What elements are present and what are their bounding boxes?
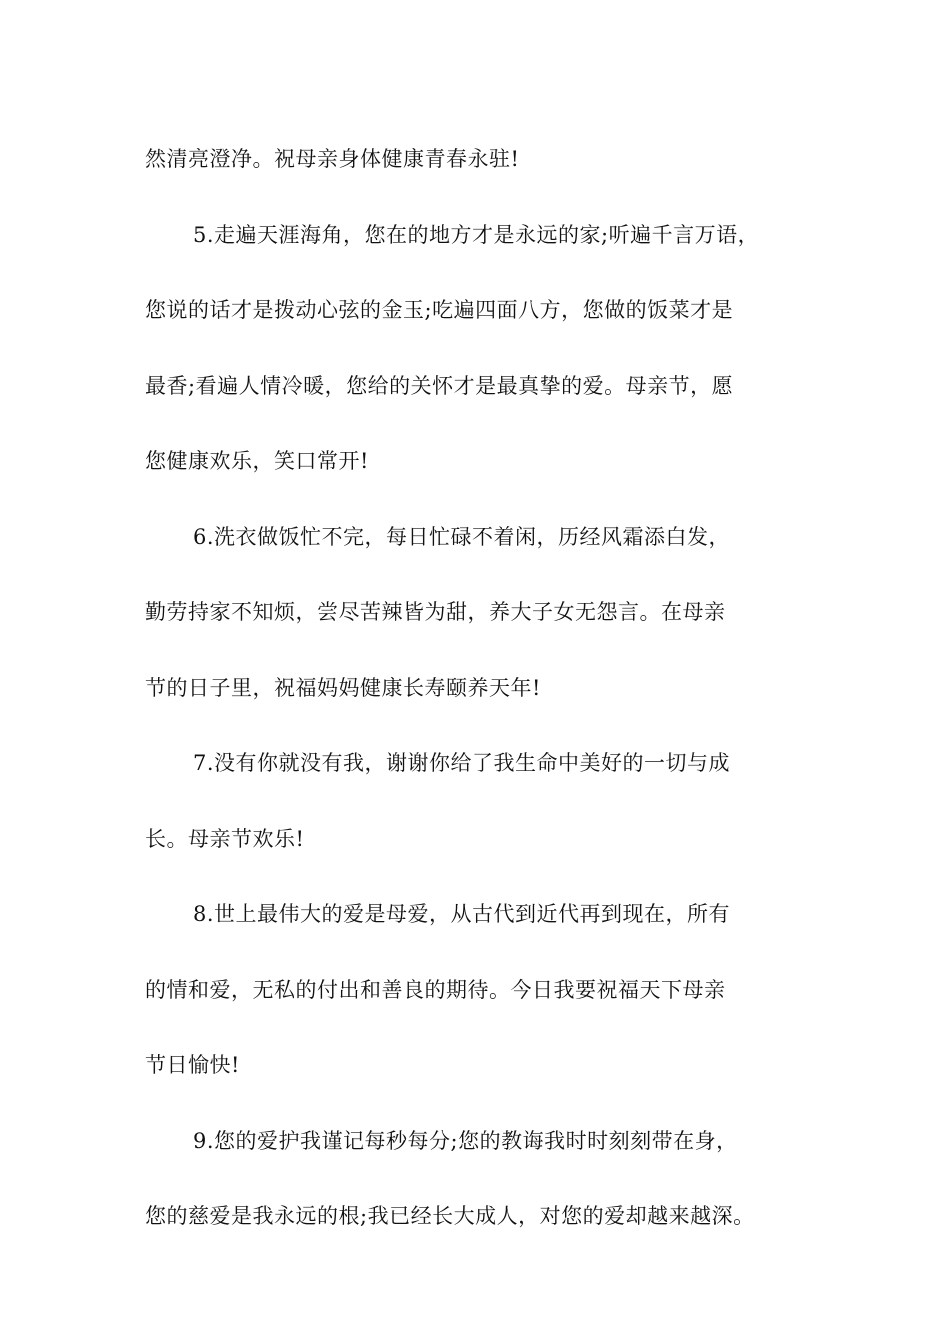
text-line: 节的日子里，祝福妈妈健康长寿颐养天年! xyxy=(145,675,541,700)
text-line: 节日愉快! xyxy=(145,1053,240,1077)
text-line: 7.没有你就没有我，谢谢你给了我生命中美好的一切与成 xyxy=(193,751,731,775)
text-line: 然清亮澄净。祝母亲身体健康青春永驻! xyxy=(145,147,520,171)
text-line: 您的慈爱是我永远的根;我已经长大成人，对您的爱却越来越深。 xyxy=(145,1204,755,1228)
text-line: 8.世上最伟大的爱是母爱，从古代到近代再到现在，所有 xyxy=(193,902,731,926)
text-line: 9.您的爱护我谨记每秒每分;您的教诲我时时刻刻带在身， xyxy=(193,1128,738,1153)
document-body xyxy=(145,122,835,1255)
text-line: 5.走遍天涯海角，您在的地方才是永远的家;听遍千言万语， xyxy=(193,222,760,247)
text-line: 长。母亲节欢乐! xyxy=(145,826,305,851)
text-line: 您健康欢乐，笑口常开! xyxy=(145,449,369,473)
text-line: 勤劳持家不知烦，尝尽苦辣皆为甜，养大子女无怨言。在母亲 xyxy=(145,600,726,624)
text-line: 的情和爱，无私的付出和善良的期待。今日我要祝福天下母亲 xyxy=(145,977,726,1002)
text-line: 6.洗衣做饭忙不完，每日忙碌不着闲，历经风霜添白发， xyxy=(193,524,731,549)
text-line: 您说的话才是拨动心弦的金玉;吃遍四面八方，您做的饭菜才是 xyxy=(145,298,734,322)
text-line: 最香;看遍人情冷暖，您给的关怀才是最真挚的爱。母亲节，愿 xyxy=(145,373,734,398)
